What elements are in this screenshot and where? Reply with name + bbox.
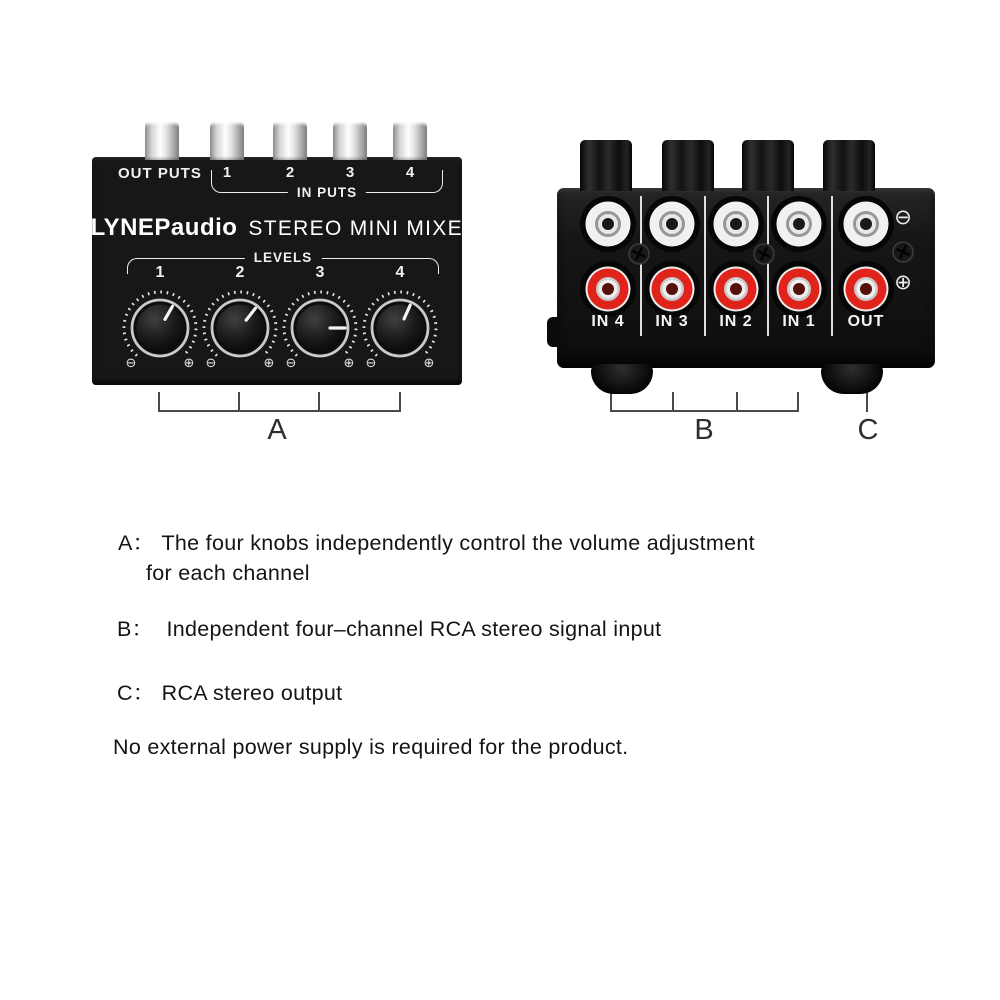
front-rca-plug <box>333 122 367 160</box>
rca-jack-white <box>642 194 702 259</box>
callout-tick-c <box>866 391 868 412</box>
rear-knob <box>742 140 794 191</box>
annotation-a-text: The four knobs independently control the volume adjustment <box>161 531 755 555</box>
volume-knob <box>350 276 450 385</box>
inputs-label: IN PUTS <box>288 185 366 200</box>
column-divider <box>704 196 706 336</box>
rear-plus-icon: ⊕ <box>894 270 912 294</box>
screw-icon <box>891 240 915 269</box>
annotation-b-text: Independent four–channel RCA stereo signal input <box>166 617 662 641</box>
knob-number: 2 <box>235 264 245 281</box>
annotation-c <box>117 676 342 707</box>
input-jack-number: 3 <box>345 164 355 181</box>
knob-max-symbol: ⊕ <box>183 356 195 371</box>
rubber-foot <box>591 364 653 394</box>
knob-min-symbol: ⊖ <box>365 356 377 371</box>
annotation-a <box>118 526 755 557</box>
port-label: IN 1 <box>782 313 816 330</box>
knob-number: 4 <box>395 264 405 281</box>
rear-knob <box>662 140 714 191</box>
rubber-foot <box>821 364 883 394</box>
input-jack-number: 2 <box>285 164 295 181</box>
annotation-a-label: A： <box>118 531 155 555</box>
rca-jack-white <box>769 194 829 259</box>
callout-letter-c: C <box>857 414 879 446</box>
callout-letter-a: A <box>267 414 287 446</box>
callout-bracket-a <box>158 392 401 412</box>
levels-label: LEVELS <box>245 250 322 265</box>
port-label: OUT <box>847 313 885 330</box>
annotation-c-text: RCA stereo output <box>161 681 343 705</box>
outputs-label: OUT PUTS <box>118 165 202 182</box>
front-rca-plug <box>145 122 179 160</box>
annotation-b-label: B： <box>117 617 154 641</box>
annotation-a-line2: for each channel <box>146 561 310 585</box>
brand-row <box>91 214 480 242</box>
column-divider <box>831 196 833 336</box>
port-label: IN 4 <box>591 313 625 330</box>
knob-face <box>137 305 184 352</box>
front-rca-plug <box>273 122 307 160</box>
knob-max-symbol: ⊕ <box>343 356 355 371</box>
brand-logo: LYNEPaudio <box>90 214 238 241</box>
port-label: IN 3 <box>655 313 689 330</box>
screw-icon <box>752 242 776 271</box>
knob-max-symbol: ⊕ <box>263 356 275 371</box>
annotation-note: No external power supply is required for the product. <box>113 735 629 759</box>
knob-min-symbol: ⊖ <box>285 356 297 371</box>
annotation-c-label: C： <box>117 681 155 705</box>
callout-bracket-b <box>610 392 799 412</box>
product-name: STEREO MINI MIXER <box>248 217 480 240</box>
levels-bracket <box>127 250 439 274</box>
callout-letter-b: B <box>694 414 714 446</box>
knob-number: 3 <box>315 264 325 281</box>
front-rca-plug <box>393 122 427 160</box>
port-label: IN 2 <box>719 313 753 330</box>
front-rca-plug <box>210 122 244 160</box>
knob-face <box>217 305 264 352</box>
rca-jack-white <box>836 194 896 259</box>
knob-number: 1 <box>155 264 165 281</box>
input-jack-number: 4 <box>405 164 415 181</box>
knob-face <box>377 305 424 352</box>
knob-min-symbol: ⊖ <box>205 356 217 371</box>
rear-knob <box>823 140 875 191</box>
side-jack <box>547 317 559 347</box>
knob-max-symbol: ⊕ <box>423 356 435 371</box>
rear-knob <box>580 140 632 191</box>
annotation-b <box>117 612 661 643</box>
knob-min-symbol: ⊖ <box>125 356 137 371</box>
input-jack-number: 1 <box>222 164 232 181</box>
screw-icon <box>627 242 651 271</box>
rear-minus-icon: ⊖ <box>894 205 912 229</box>
